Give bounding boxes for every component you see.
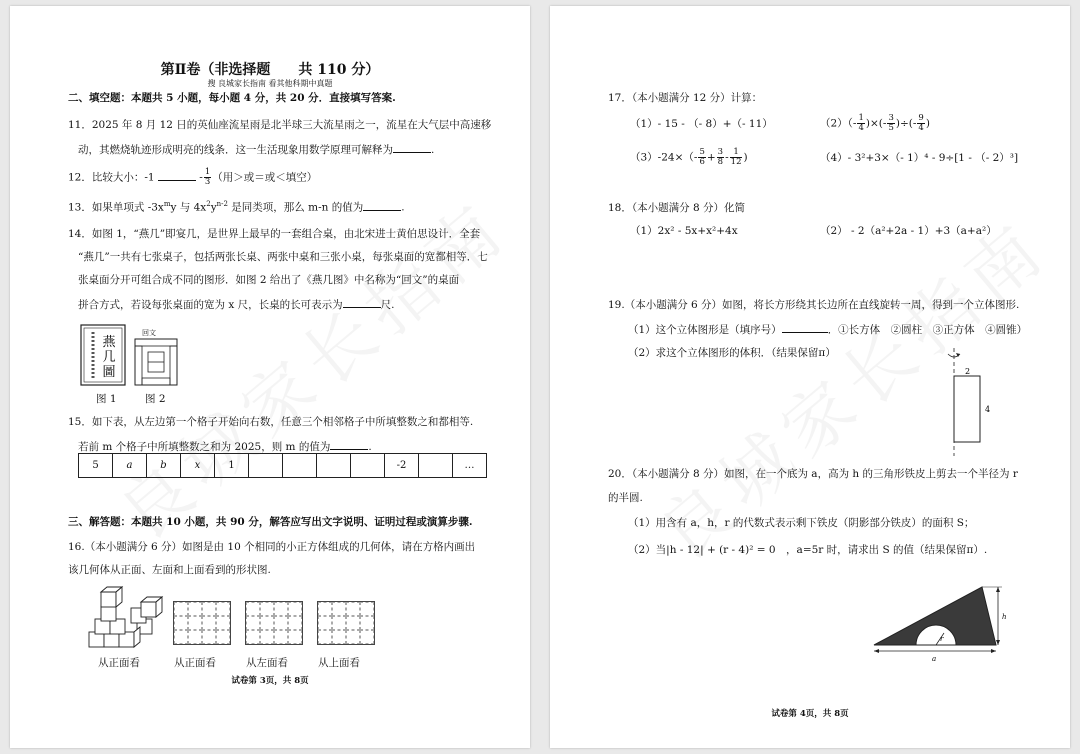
q20-2: （2）当|h - 12| + (r - 4)² = 0 ，a=5r 时，请求出 S 的值（结果保留π）. bbox=[628, 544, 988, 556]
view-label: 从正面看 bbox=[174, 657, 216, 669]
rect-width-label: 2 bbox=[965, 367, 971, 376]
figure-1-yanji-book bbox=[80, 324, 126, 386]
q20-line1: 20．（本小题满分 8 分）如图，在一个底为 a，高为 h 的三角形铁皮上剪去一个半径为 r bbox=[608, 468, 1018, 480]
svg-text:燕: 燕 bbox=[102, 335, 116, 350]
exam-page-4 bbox=[550, 6, 1070, 748]
svg-text:几: 几 bbox=[102, 350, 116, 365]
q15-line2: 若前 m 个格子中所填整数之和为 2025，则 m 的值为 . bbox=[78, 441, 372, 453]
q17-4: （4）- 3²+3×（- 1）⁴ - 9÷[1 - （- 2）³] bbox=[820, 152, 1019, 164]
page-footer: 试卷第 3页，共 8页 bbox=[231, 676, 309, 686]
sequence-cell: x bbox=[181, 454, 215, 478]
drawing-grid-top[interactable] bbox=[317, 601, 375, 645]
base-label: a bbox=[932, 655, 937, 663]
drawing-grid-left[interactable] bbox=[245, 601, 303, 645]
rectangle-rotation-figure bbox=[936, 346, 996, 458]
q16-line1: 16.（本小题满分 6 分）如图是由 10 个相同的小正方体组成的几何体，请在方格内画出 bbox=[68, 541, 476, 553]
rect-height-label: 4 bbox=[985, 405, 991, 414]
q20-line2: 的半圆. bbox=[608, 492, 643, 504]
svg-text:圖: 圖 bbox=[102, 365, 116, 380]
q13: 13．如果单项式 $-3x^my$ 与 $4x^2y^{n-2}$ 是同类项，那么 m-n 的值为 . bbox=[68, 200, 405, 214]
q15-line1: 15．如下表，从左边第一个格子开始向右数，任意三个相邻格子中所填整数之和都相等. bbox=[68, 416, 474, 428]
section-heading: 三、解答题：本题共 10 小题，共 90 分，解答应写出文字说明、证明过程或演算步骤. bbox=[68, 516, 473, 528]
q11-line2: 动，其燃烧轨迹形成明亮的线条．这一生活现象用数学原理可解释为 . bbox=[78, 144, 435, 156]
view-label: 从左面看 bbox=[246, 657, 288, 669]
q18-1: （1）2x² - 5x+x²+4x bbox=[630, 225, 738, 237]
view-label: 从正面看 bbox=[98, 657, 140, 669]
figure-1-label: 图 1 bbox=[96, 393, 117, 405]
q11-line1: 11．2025 年 8 月 12 日的英仙座流星雨是北半球三大流星雨之一，流星在大气层中高速移 bbox=[68, 119, 492, 131]
q19-heading: 19.（本小题满分 6 分）如图，将长方形绕其长边所在直线旋转一周，得到一个立体图形. bbox=[608, 299, 1020, 311]
sequence-cell: a bbox=[113, 454, 147, 478]
q17-3: （3）-24×（- $\frac{5}{6}$ + $\frac{3}{8}$ - $\frac{1}{12}$ ) bbox=[630, 147, 748, 167]
q17-2: （2）（- $\frac{1}{4}$ )×(- $\frac{3}{5}$ )÷(- $\frac{9}{4}$ ) bbox=[820, 113, 930, 133]
radius-label: r bbox=[940, 635, 944, 643]
q16-line2: 该几何体从正面、左面和上面看到的形状图. bbox=[68, 564, 271, 576]
q17-1: （1）- 15 - （- 8）+（- 11） bbox=[630, 118, 773, 130]
q19-1: （1）这个立体图形是（填序号） ．①长方体 ②圆柱 ③正方体 ④圆锥） bbox=[628, 324, 1028, 336]
page-footer: 试卷第 4页，共 8页 bbox=[771, 709, 849, 719]
q14-line4: 拼合方式，若设每张桌面的宽为 x 尺，长桌的长可表示为 尺. bbox=[78, 299, 395, 311]
figure-2-label: 图 2 bbox=[145, 393, 166, 405]
figure-2-huiwen bbox=[134, 338, 178, 386]
section-title: 第Ⅱ卷（非选择题 共 110 分） bbox=[160, 62, 380, 78]
height-label: h bbox=[1002, 613, 1007, 621]
drawing-grid-front[interactable] bbox=[173, 601, 231, 645]
q17-heading: 17．（本小题满分 12 分）计算： bbox=[608, 92, 763, 104]
figure-2-title: 回文 bbox=[142, 329, 156, 337]
q14-line1: 14．如图 1，“燕几”即宴几，是世界上最早的一套组合桌，由北宋进士黄伯思设计．全套 bbox=[68, 228, 481, 240]
q19-2: （2）求这个立体图形的体积．（结果保留π） bbox=[628, 347, 836, 359]
sequence-cell: b bbox=[147, 454, 181, 478]
view-label: 从上面看 bbox=[318, 657, 360, 669]
sequence-table bbox=[78, 453, 487, 478]
sequence-cell: -2 bbox=[385, 454, 419, 478]
sequence-cell: 1 bbox=[215, 454, 249, 478]
sequence-cell bbox=[351, 454, 385, 478]
cube-solid-figure bbox=[85, 586, 165, 652]
q18-2: （2） - 2（a²+2a - 1）+3（a+a²） bbox=[820, 225, 997, 237]
sequence-cell bbox=[283, 454, 317, 478]
subtitle: 搜 良城家长指南 看其他科期中真题 bbox=[207, 79, 333, 88]
sequence-cell bbox=[419, 454, 453, 478]
q14-line3: 张桌面分开可组合成不同的图形．如图 2 给出了《燕几图》中名称为“回文”的桌面 bbox=[78, 274, 460, 286]
q20-1: （1）用含有 a，h，r 的代数式表示剩下铁皮（阴影部分铁皮）的面积 S； bbox=[628, 517, 975, 529]
triangle-semicircle-figure bbox=[870, 581, 1010, 667]
q14-line2: “燕几”一共有七张桌子，包括两张长桌、两张中桌和三张小桌，每张桌面的宽都相等．七 bbox=[78, 251, 488, 263]
sequence-cell bbox=[249, 454, 283, 478]
section-heading: 二、填空题：本题共 5 小题，每小题 4 分，共 20 分．直接填写答案. bbox=[68, 92, 396, 104]
q18-heading: 18．（本小题满分 8 分）化简 bbox=[608, 202, 745, 214]
exam-page-3 bbox=[10, 6, 530, 748]
sequence-cell: 5 bbox=[79, 454, 113, 478]
sequence-cell: … bbox=[453, 454, 487, 478]
q12: 12．比较大小：-1 - $\frac{1}{3}$ （用＞或＝或＜填空） bbox=[68, 167, 318, 187]
sequence-cell bbox=[317, 454, 351, 478]
